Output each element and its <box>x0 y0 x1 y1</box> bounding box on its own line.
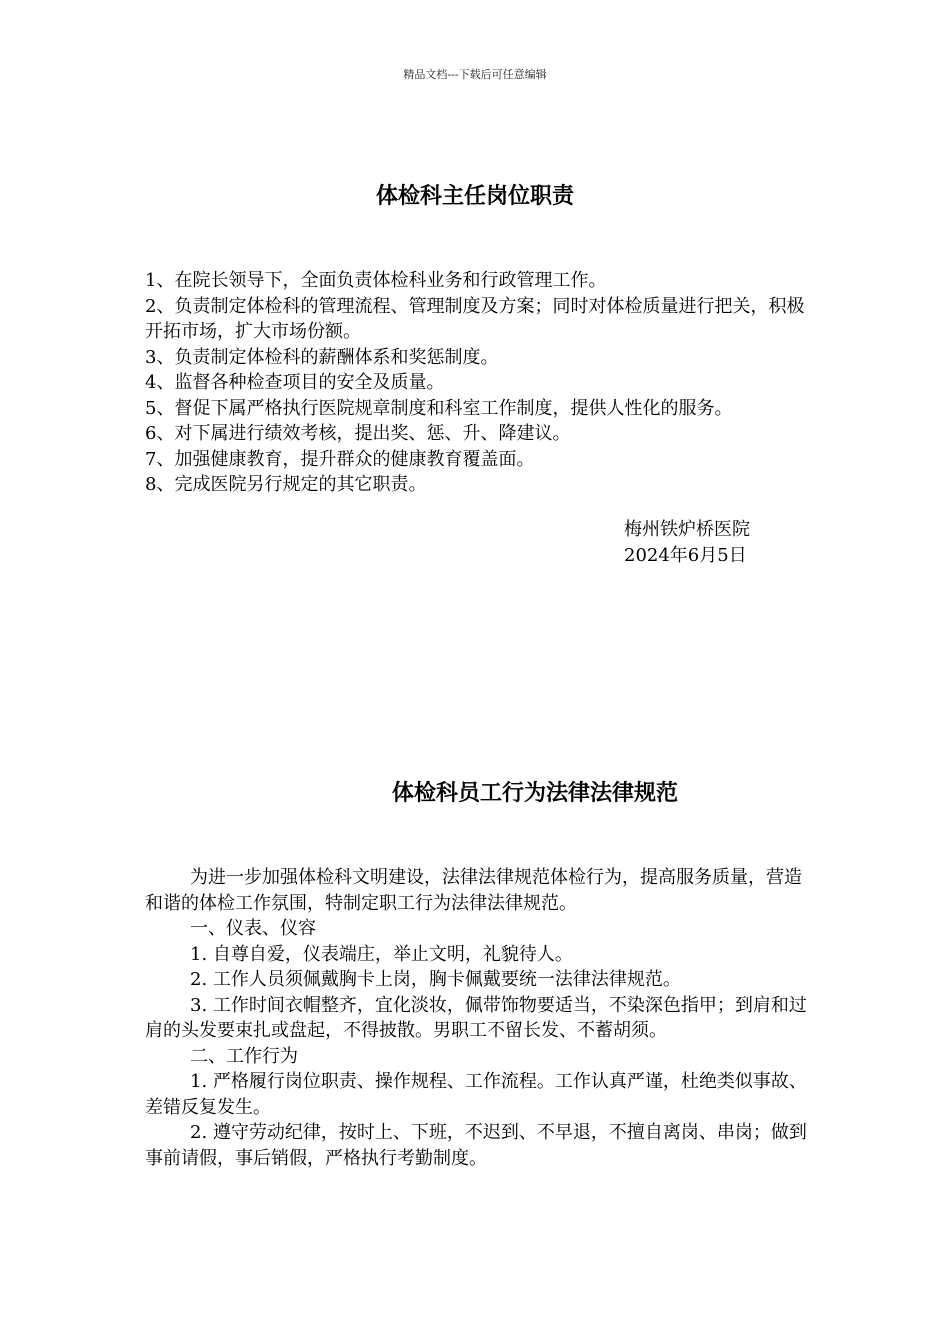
duty-item: 2、负责制定体检科的管理流程、管理制度及方案；同时对体检质量进行把关，积极开拓市场，扩大市场份额。 <box>145 295 805 342</box>
rule-item: 3. 工作时间衣帽整齐，宜化淡妆，佩带饰物要适当，不染深色指甲；到肩和过肩的头发要束扎或盘起，不得披散。男职工不留长发、不蓄胡须。 <box>145 994 807 1041</box>
signature-block <box>624 517 750 569</box>
duties-title: 体检科主任岗位职责 <box>375 184 574 209</box>
rule-item: 1. 严格履行岗位职责、操作规程、工作流程。工作认真严谨，杜绝类似事故、差错反复发生。 <box>145 1071 807 1118</box>
duty-item: 8、完成医院另行规定的其它职责。 <box>145 474 427 495</box>
header-note: 精品文档---下载后可任意编辑 <box>403 68 547 81</box>
conduct-title: 体检科员工行为法律法律规范 <box>391 781 678 806</box>
duty-item: 5、督促下属严格执行医院规章制度和科室工作制度，提供人性化的服务。 <box>145 397 733 419</box>
signature-date: 2024年6月5日 <box>624 545 747 566</box>
duties-list <box>145 268 810 498</box>
rule-item: 2. 工作人员须佩戴胸卡上岗，胸卡佩戴要统一法律法律规范。 <box>190 969 681 990</box>
rule-item: 1. 自尊自爱，仪表端庄，举止文明，礼貌待人。 <box>190 943 573 965</box>
duty-item: 6、对下属进行绩效考核，提出奖、惩、升、降建议。 <box>145 423 571 444</box>
signature-org: 梅州铁炉桥医院 <box>624 519 750 540</box>
conduct-body <box>145 865 810 1171</box>
rule-item: 2. 遵守劳动纪律，按时上、下班，不迟到、不早退，不擅自离岗、串岗；做到事前请假，事后销假，严格执行考勤制度。 <box>145 1122 807 1169</box>
duty-item: 7、加强健康教育，提升群众的健康教育覆盖面。 <box>145 448 535 470</box>
intro-paragraph: 为进一步加强体检科文明建设，法律法律规范体检行为，提高服务质量，营造和谐的体检工作氛围，特制定职工行为法律法律规范。 <box>145 867 802 914</box>
duty-item: 3、负责制定体检科的薪酬体系和奖惩制度。 <box>145 346 499 368</box>
section-heading: 二、工作行为 <box>190 1045 298 1067</box>
duty-item: 1、在院长领导下，全面负责体检科业务和行政管理工作。 <box>145 270 607 291</box>
section-heading: 一、仪表、仪容 <box>190 918 316 939</box>
duty-item: 4、监督各种检查项目的安全及质量。 <box>145 372 445 393</box>
